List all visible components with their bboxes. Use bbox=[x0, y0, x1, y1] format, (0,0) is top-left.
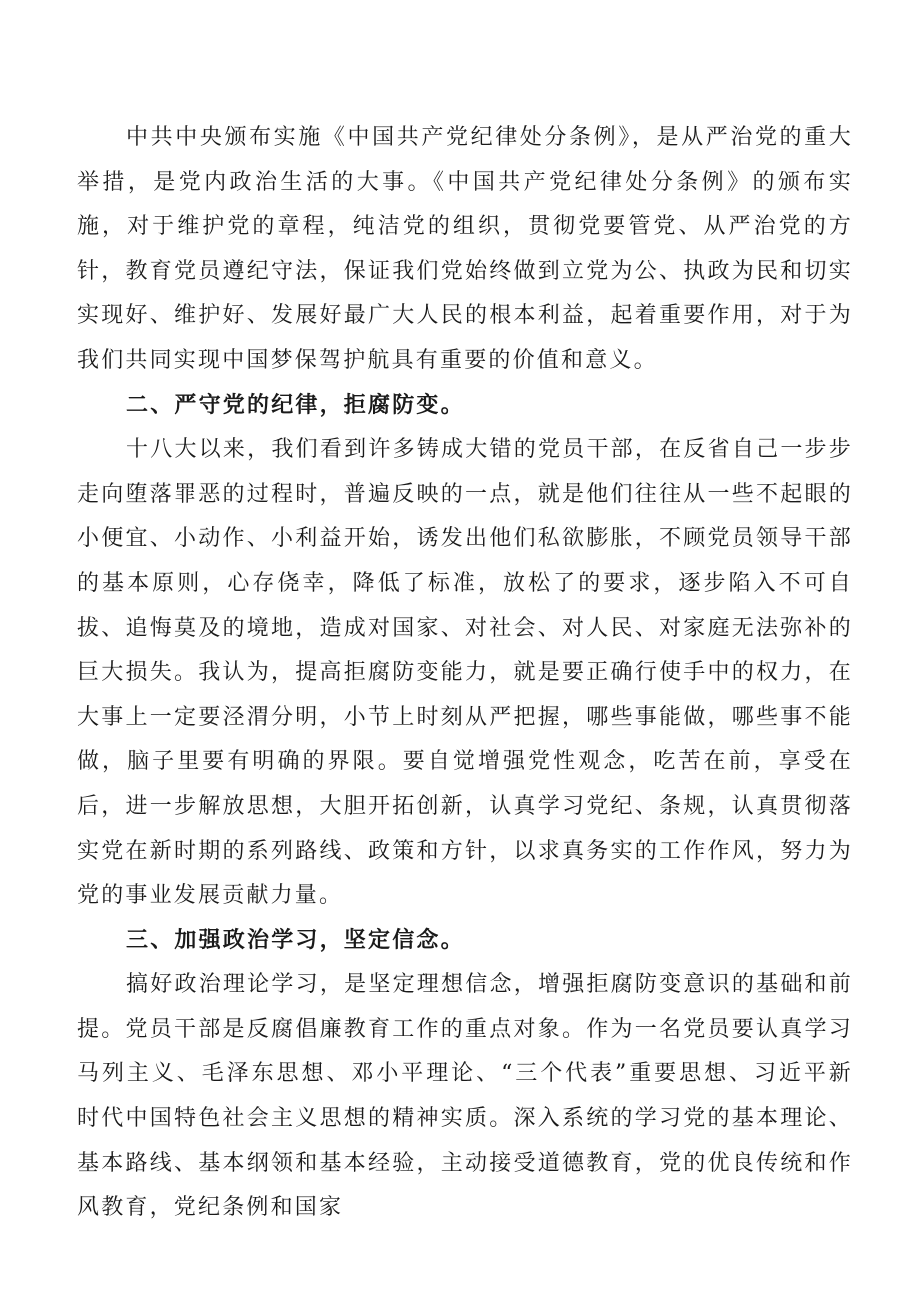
section-heading-2: 二、严守党的纪律，拒腐防变。 bbox=[126, 392, 465, 418]
paragraph-intro: 中共中央颁布实施《中国共产党纪律处分条例》，是从严治党的重大举措，是党内政治生活的大事。《中国共产党纪律处分条例》的颁布实施，对于维护党的章程，纯洁党的组织，贯彻党要管党、从严治党的方针，教育党员遵纪守法，保证我们党始终做到立党为公、执政为民和切实实现好、维护好、发展好最广大人民的根本利益，起着重要作用，对于为我们共同实现中国梦保驾护航具有重要的价值和意义。 bbox=[77, 125, 853, 373]
paragraph-study: 搞好政治理论学习，是坚定理想信念，增强拒腐防变意识的基础和前提。党员干部是反腐倡廉教育工作的重点对象。作为一名党员要认真学习马列主义、毛泽东思想、邓小平理论、“三个代表”重要思想、习近平新时代中国特色社会主义思想的精神实质。深入系统的学习党的基本理论、基本路线、基本纲领和基本经验，主动接受道德教育，党的优良传统和作风教育，党纪条例和国家 bbox=[77, 972, 853, 1221]
section-heading-3: 三、加强政治学习，坚定信念。 bbox=[126, 927, 465, 953]
paragraph-discipline: 十八大以来，我们看到许多铸成大错的党员干部，在反省自己一步步走向堕落罪恶的过程时，普遍反映的一点，就是他们往往从一些不起眼的小便宜、小动作、小利益开始，诱发出他们私欲膨胀，不顾党员领导干部的基本原则，心存侥幸，降低了标准，放松了的要求，逐步陷入不可自拔、追悔莫及的境地，造成对国家、对社会、对人民、对家庭无法弥补的巨大损失。我认为，提高拒腐防变能力，就是要正确行使手中的权力，在大事上一定要泾渭分明，小节上时刻从严把握，哪些事能做，哪些事不能做，脑子里要有明确的界限。要自觉增强党性观念，吃苦在前，享受在后，进一步解放思想，大胆开拓创新，认真学习党纪、条规，认真贯彻落实党在新时期的系列路线、政策和方针，以求真务实的工作作风，努力为党的事业发展贡献力量。 bbox=[77, 437, 853, 909]
document-body bbox=[77, 116, 853, 1231]
